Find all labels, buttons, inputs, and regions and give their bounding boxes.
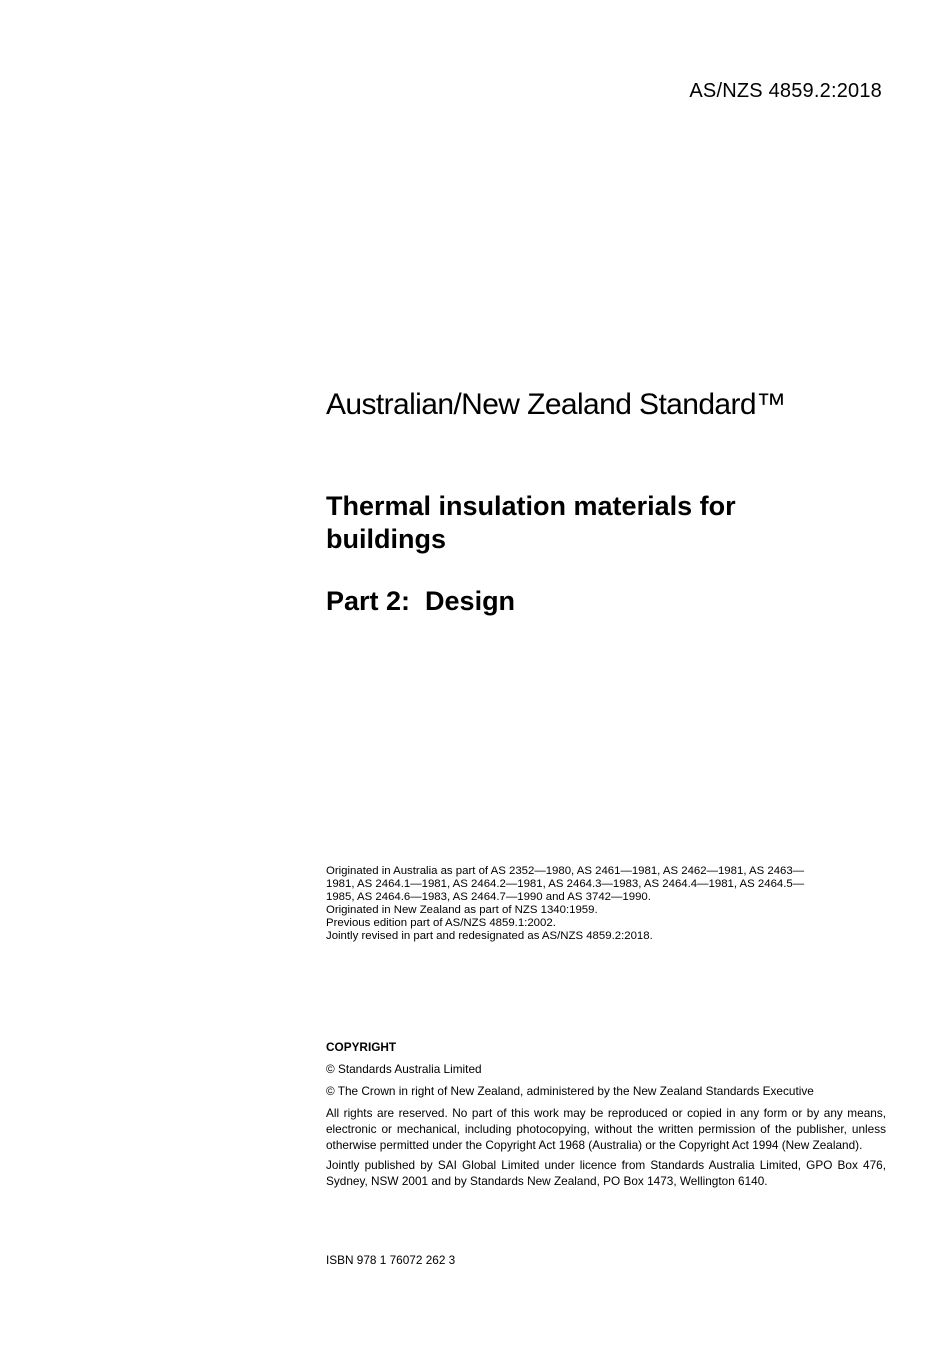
history-line: 1985, AS 2464.6—1983, AS 2464.7—1990 and AS 3742—1990. <box>326 891 651 903</box>
history-line: Originated in New Zealand as part of NZS 1340:1959. <box>326 904 598 916</box>
isbn: ISBN 978 1 76072 262 3 <box>326 1253 456 1267</box>
standard-number: AS/NZS 4859.2:2018 <box>689 80 882 102</box>
part-title: Part 2: Design <box>326 586 516 616</box>
copyright-holder-new-zealand: © The Crown in right of New Zealand, administered by the New Zealand Standards Executive <box>326 1084 814 1098</box>
standard-label: Australian/New Zealand Standard™ <box>326 388 786 421</box>
copyright-block <box>326 1039 886 1193</box>
document-title: Thermal insulation materials for buildings <box>326 491 736 554</box>
publication-history <box>326 865 886 943</box>
history-line: Previous edition part of AS/NZS 4859.1:2002. <box>326 917 556 929</box>
history-line: 1981, AS 2464.1—1981, AS 2464.2—1981, AS 2464.3—1983, AS 2464.4—1981, AS 2464.5— <box>326 878 805 890</box>
history-line: Originated in Australia as part of AS 2352—1980, AS 2461—1981, AS 2462—1981, AS 2463— <box>326 865 805 877</box>
copyright-holder-australia: © Standards Australia Limited <box>326 1062 482 1076</box>
publisher-statement: Jointly published by SAI Global Limited under licence from Standards Australia Limited, GPO Box 476, Sydney, NSW 2001 and by Standards New Zealand, PO Box 1473, Wellington 6140. <box>326 1158 886 1188</box>
history-line: Jointly revised in part and redesignated as AS/NZS 4859.2:2018. <box>326 930 653 942</box>
copyright-heading: COPYRIGHT <box>326 1040 397 1054</box>
rights-statement: All rights are reserved. No part of this work may be reproduced or copied in any form or by any means, electronic or mechanical, including photocopying, without the written permission of the publisher, unless otherwise permitted under the Copyright Act 1968 (Australia) or the Copyright Act 1994 (New Zealand). <box>326 1106 886 1152</box>
